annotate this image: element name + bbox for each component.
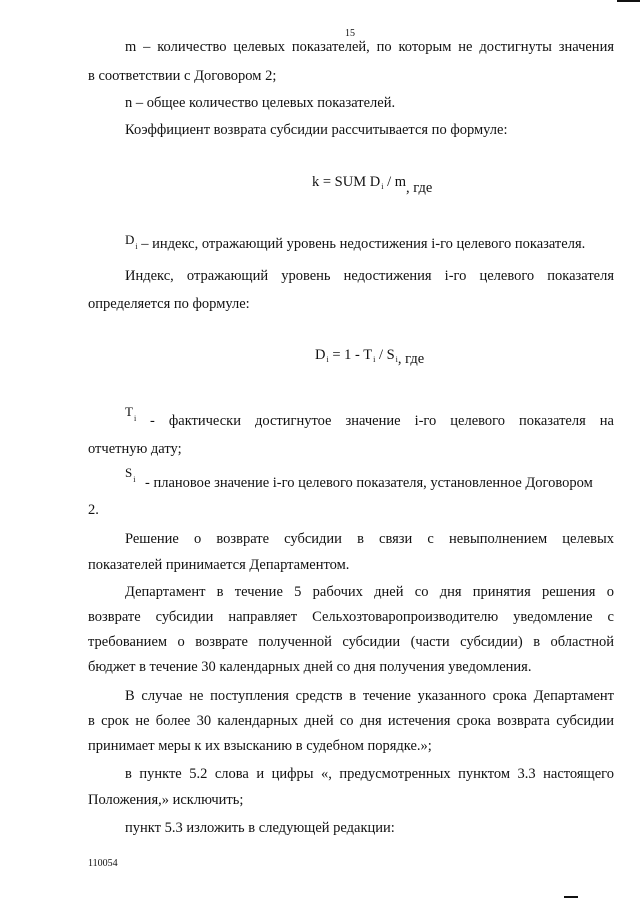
- text-line: в пункте 5.2 слова и цифры «, предусмотренных пунктом 3.3 настоящего: [125, 766, 614, 782]
- formula-tail: , где: [406, 180, 433, 196]
- page-number: 15: [345, 28, 355, 39]
- document-code: 110054: [88, 858, 118, 869]
- text-line: Департамент в течение 5 рабочих дней со дня принятия решения о: [125, 584, 614, 600]
- formula-slash: / S: [375, 347, 395, 363]
- formula-mid: = 1 - T: [328, 347, 373, 363]
- text-line: - фактически достигнутое значение i-го целевого показателя на: [150, 413, 614, 429]
- text-line: в соответствии с Договором 2;: [88, 68, 277, 84]
- text-line: показателей принимается Департаментом.: [88, 557, 350, 573]
- text-line: 2.: [88, 502, 99, 518]
- formula-subscript: i: [381, 182, 384, 191]
- text-line: возврате субсидии направляет Сельхозтоваропроизводителю уведомление с: [88, 609, 614, 625]
- corner-mark-top: [617, 0, 640, 2]
- formula-coefficient: [312, 173, 432, 196]
- formula-d-sub: i: [326, 355, 329, 364]
- formula-d: D: [315, 347, 326, 363]
- symbol-definition: [125, 232, 586, 256]
- formula-main: k = SUM D: [312, 174, 381, 190]
- symbol-d: D: [125, 232, 135, 247]
- text-line: Коэффициент возврата субсидии рассчитывается по формуле:: [125, 122, 508, 138]
- corner-mark-bottom: [564, 896, 578, 898]
- text-line: принимает меры к их взысканию в судебном порядке.»;: [88, 738, 432, 754]
- text-line: отчетную дату;: [88, 441, 182, 457]
- formula-tail: , где: [397, 351, 425, 367]
- definition-text: – индекс, отражающий уровень недостижения i-го целевого показателя.: [141, 236, 586, 252]
- symbol-s: Si: [125, 465, 136, 484]
- text-line: Положения,» исключить;: [88, 792, 244, 808]
- text-line: n – общее количество целевых показателей.: [125, 95, 396, 111]
- text-line: бюджет в течение 30 календарных дней со дня получения уведомления.: [88, 659, 532, 675]
- formula-index: [315, 346, 424, 369]
- text-line: определяется по формуле:: [88, 296, 250, 312]
- formula-rest: / m: [383, 174, 406, 190]
- text-line: Решение о возврате субсидии в связи с невыполнением целевых: [125, 531, 614, 547]
- symbol-t: Ti: [125, 404, 137, 423]
- text-line: требованием о возврате полученной субсидии (части субсидии) в областной: [88, 634, 614, 650]
- text-line: Индекс, отражающий уровень недостижения i-го целевого показателя: [125, 268, 614, 284]
- text-line: в срок не более 30 календарных дней со дня истечения срока возврата субсидии: [88, 713, 614, 729]
- text-line: пункт 5.3 изложить в следующей редакции:: [125, 820, 395, 836]
- text-line: m – количество целевых показателей, по которым не достигнуты значения: [125, 39, 614, 55]
- formula-s-sub: i: [395, 355, 398, 364]
- formula-t-sub: i: [373, 355, 376, 364]
- text-line: - плановое значение i-го целевого показателя, установленное Договором: [145, 475, 593, 491]
- text-line: В случае не поступления средств в течение указанного срока Департамент: [125, 688, 614, 704]
- symbol-d-sub: i: [135, 242, 138, 251]
